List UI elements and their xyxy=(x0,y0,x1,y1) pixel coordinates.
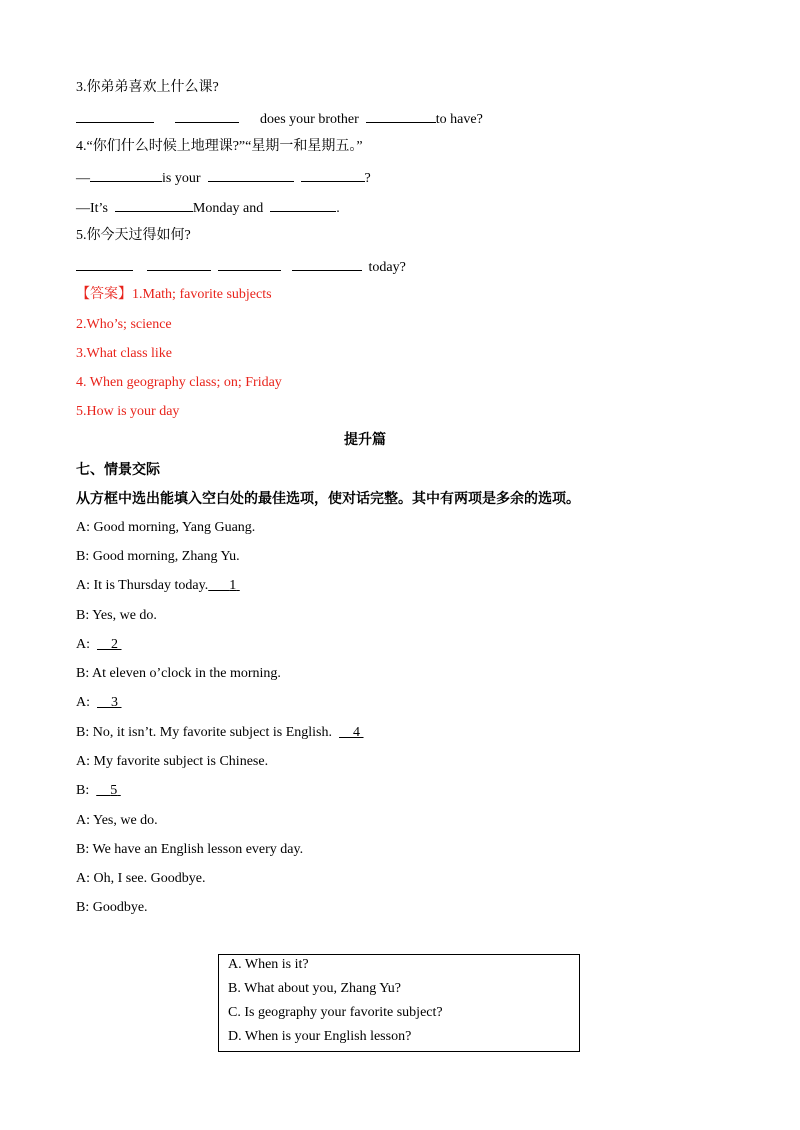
section-instruction: 从方框中选出能填入空白处的最佳选项，使对话完整。其中有两项是多余的选项。 xyxy=(76,492,580,507)
section-heading: 七、情景交际 xyxy=(76,463,160,478)
dialogue-line: A: Oh, I see. Goodbye. xyxy=(76,871,206,886)
answer-5: 5.How is your day xyxy=(76,404,180,419)
blank-5[interactable]: 5 xyxy=(110,783,118,798)
dialogue-line: B: No, it isn’t. My favorite subject is English. 4 xyxy=(76,724,364,742)
dialogue-line: B: At eleven o’clock in the morning. xyxy=(76,666,281,681)
dialogue-line: A: My favorite subject is Chinese. xyxy=(76,754,269,769)
answer-3: 3.What class like xyxy=(76,346,173,361)
option-c: C. Is geography your favorite subject? xyxy=(228,1005,443,1020)
blank[interactable] xyxy=(270,198,336,212)
dialogue-line: A: Yes, we do. xyxy=(76,813,158,828)
question-3-line: does your brother to have? xyxy=(76,109,483,129)
dialogue-line: A: Good morning, Yang Guang. xyxy=(76,520,256,535)
blank[interactable] xyxy=(292,257,362,271)
blank[interactable] xyxy=(208,168,294,182)
option-d: D. When is your English lesson? xyxy=(228,1029,412,1044)
blank[interactable] xyxy=(76,109,154,123)
options-box xyxy=(218,954,580,1052)
dialogue-line: B: Yes, we do. xyxy=(76,608,157,623)
blank[interactable] xyxy=(90,168,162,182)
option-b: B. What about you, Zhang Yu? xyxy=(228,981,402,996)
question-4: 4.“你们什么时候上地理课?”“星期一和星期五。” xyxy=(76,139,363,154)
blank-3[interactable]: 3 xyxy=(111,695,118,710)
question-4-line-1: — is your ? xyxy=(76,168,371,188)
dialogue-line: B: Good morning, Zhang Yu. xyxy=(76,549,240,564)
blank-4[interactable]: 4 xyxy=(353,725,361,740)
blank-1[interactable]: 1 xyxy=(229,578,237,593)
blank[interactable] xyxy=(366,109,436,123)
question-5: 5.你今天过得如何? xyxy=(76,228,191,243)
question-5-line: today? xyxy=(76,257,406,277)
answer-4: 4. When geography class; on; Friday xyxy=(76,375,282,390)
blank[interactable] xyxy=(218,257,281,271)
dialogue-line: A: 3 xyxy=(76,694,122,712)
blank[interactable] xyxy=(175,109,239,123)
blank[interactable] xyxy=(147,257,211,271)
blank[interactable] xyxy=(76,257,133,271)
blank[interactable] xyxy=(301,168,365,182)
dialogue-line: B: We have an English lesson every day. xyxy=(76,842,304,857)
dialogue-line: A: It is Thursday today. 1 xyxy=(76,577,240,595)
dialogue-line: B: 5 xyxy=(76,782,121,800)
answer-2: 2.Who’s; science xyxy=(76,317,172,332)
dialogue-line: B: Goodbye. xyxy=(76,900,148,915)
question-4-line-2: —It’s Monday and . xyxy=(76,198,340,218)
option-a: A. When is it? xyxy=(228,957,309,972)
dialogue-line: A: 2 xyxy=(76,636,122,654)
blank-2[interactable]: 2 xyxy=(111,637,118,652)
question-3: 3.你弟弟喜欢上什么课? xyxy=(76,80,219,95)
answer-1: 【答案】1.Math; favorite subjects xyxy=(76,287,272,302)
blank[interactable] xyxy=(115,198,193,212)
section-title: 提升篇 xyxy=(344,433,386,448)
